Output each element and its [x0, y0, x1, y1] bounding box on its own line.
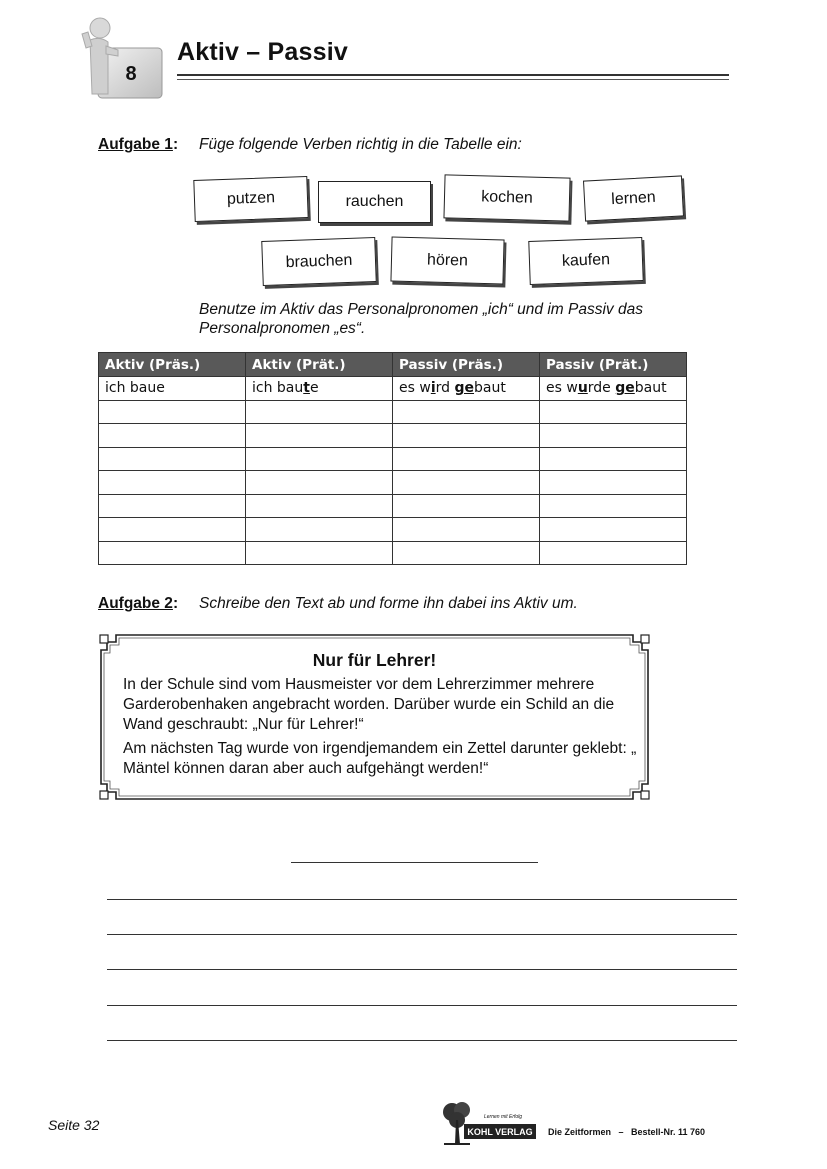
text: es w	[399, 380, 431, 397]
table-cell[interactable]	[246, 424, 393, 448]
writing-line[interactable]	[107, 1005, 737, 1006]
text: rd	[435, 380, 455, 397]
column-header: Aktiv (Prät.)	[246, 353, 393, 377]
text: es w	[546, 380, 578, 397]
writing-line[interactable]	[107, 1040, 737, 1041]
table-row	[99, 424, 687, 448]
text: baut	[474, 380, 506, 397]
verb-card: rauchen	[318, 181, 431, 223]
table-cell[interactable]	[393, 471, 540, 495]
table-cell[interactable]	[246, 541, 393, 565]
table-cell[interactable]	[99, 518, 246, 542]
table-row	[99, 400, 687, 424]
example-aktiv-praet	[246, 377, 393, 401]
story-paragraph: In der Schule sind vom Hausmeister vor dem Lehrerzimmer mehrere Garderobenhaken angebracht worden. Darüber wurde ein Schild an die Wand geschraubt: „Nur für Lehrer!“	[123, 676, 615, 733]
table-cell[interactable]	[393, 494, 540, 518]
task1-instruction: Füge folgende Verben richtig in die Tabelle ein:	[199, 136, 522, 153]
task1-label: Aufgabe 1	[98, 136, 173, 153]
table-row	[99, 518, 687, 542]
table-cell[interactable]	[540, 471, 687, 495]
column-header: Passiv (Prät.)	[540, 353, 687, 377]
text: baut	[634, 380, 667, 397]
story-paragraph: Am nächsten Tag wurde von irgendjemandem ein Zettel darunter geklebt: „ Mäntel können daran aber auch aufgehängt werden!“	[123, 740, 637, 777]
table-cell[interactable]	[99, 541, 246, 565]
title-writing-line[interactable]	[291, 862, 538, 863]
table-cell[interactable]	[99, 400, 246, 424]
text: e	[309, 380, 319, 397]
verb-card: brauchen	[261, 237, 377, 286]
table-cell[interactable]	[540, 447, 687, 471]
logo-slogan: Lernen mit Erfolg	[484, 1114, 523, 1120]
table-cell[interactable]	[246, 518, 393, 542]
task1-colon: :	[172, 136, 179, 153]
table-cell[interactable]	[540, 424, 687, 448]
publisher-logo: KOHL VERLAG	[464, 1124, 536, 1139]
verb-card: putzen	[193, 176, 308, 222]
verb-card: kochen	[443, 174, 570, 221]
task1-heading	[98, 136, 178, 154]
book-order-info: Die Zeitformen – Bestell-Nr. 11 760	[548, 1127, 706, 1137]
verb-card: lernen	[583, 175, 684, 221]
table-cell[interactable]	[540, 400, 687, 424]
column-header: Aktiv (Präs.)	[99, 353, 246, 377]
example-passiv-praet	[540, 377, 687, 401]
text: ich bau	[252, 380, 304, 397]
table-cell[interactable]	[99, 424, 246, 448]
table-cell[interactable]	[99, 447, 246, 471]
marked-prefix: ge	[615, 380, 635, 397]
verb-card: kaufen	[528, 237, 643, 285]
table-row	[99, 447, 687, 471]
table-cell[interactable]	[393, 424, 540, 448]
marked-vowel: u	[577, 380, 588, 397]
page-number: Seite 32	[48, 1117, 100, 1133]
title-rule-thin	[177, 79, 729, 80]
pronoun-note: Benutze im Aktiv das Personalpronomen „ich“ und im Passiv das Personalpronomen „es“.	[199, 301, 643, 337]
marked-ending: t	[303, 380, 310, 397]
table-row	[99, 471, 687, 495]
table-row-example	[99, 377, 687, 401]
table-cell[interactable]	[99, 471, 246, 495]
task2-colon: :	[172, 595, 179, 612]
example-aktiv-praes: ich baue	[99, 377, 246, 401]
verb-card: hören	[390, 237, 504, 285]
conjugation-table	[98, 352, 687, 565]
marked-prefix: ge	[454, 380, 475, 397]
table-cell[interactable]	[393, 518, 540, 542]
task2-heading	[98, 595, 178, 613]
writing-line[interactable]	[107, 899, 737, 900]
table-cell[interactable]	[99, 494, 246, 518]
column-header: Passiv (Präs.)	[393, 353, 540, 377]
table-header-row	[99, 353, 687, 377]
table-cell[interactable]	[393, 541, 540, 565]
task2-label: Aufgabe 2	[98, 595, 173, 612]
example-passiv-praes	[393, 377, 540, 401]
table-cell[interactable]	[246, 447, 393, 471]
table-cell[interactable]	[540, 541, 687, 565]
table-cell[interactable]	[393, 400, 540, 424]
box-title: Nur für Lehrer!	[312, 650, 437, 670]
table-cell[interactable]	[246, 471, 393, 495]
chapter-number: 8	[125, 62, 137, 85]
page-title: Aktiv – Passiv	[177, 38, 348, 66]
table-row	[99, 494, 687, 518]
marked-vowel: i	[430, 380, 436, 397]
table-row	[99, 541, 687, 565]
table-cell[interactable]	[246, 400, 393, 424]
task2-instruction: Schreibe den Text ab und forme ihn dabei ins Aktiv um.	[199, 595, 578, 612]
text: rde	[587, 380, 616, 397]
writing-line[interactable]	[107, 934, 737, 935]
table-cell[interactable]	[393, 447, 540, 471]
writing-line[interactable]	[107, 969, 737, 970]
table-cell[interactable]	[246, 494, 393, 518]
tree-logo-icon	[440, 1100, 474, 1146]
table-cell[interactable]	[540, 494, 687, 518]
table-cell[interactable]	[540, 518, 687, 542]
title-rule	[177, 74, 729, 76]
